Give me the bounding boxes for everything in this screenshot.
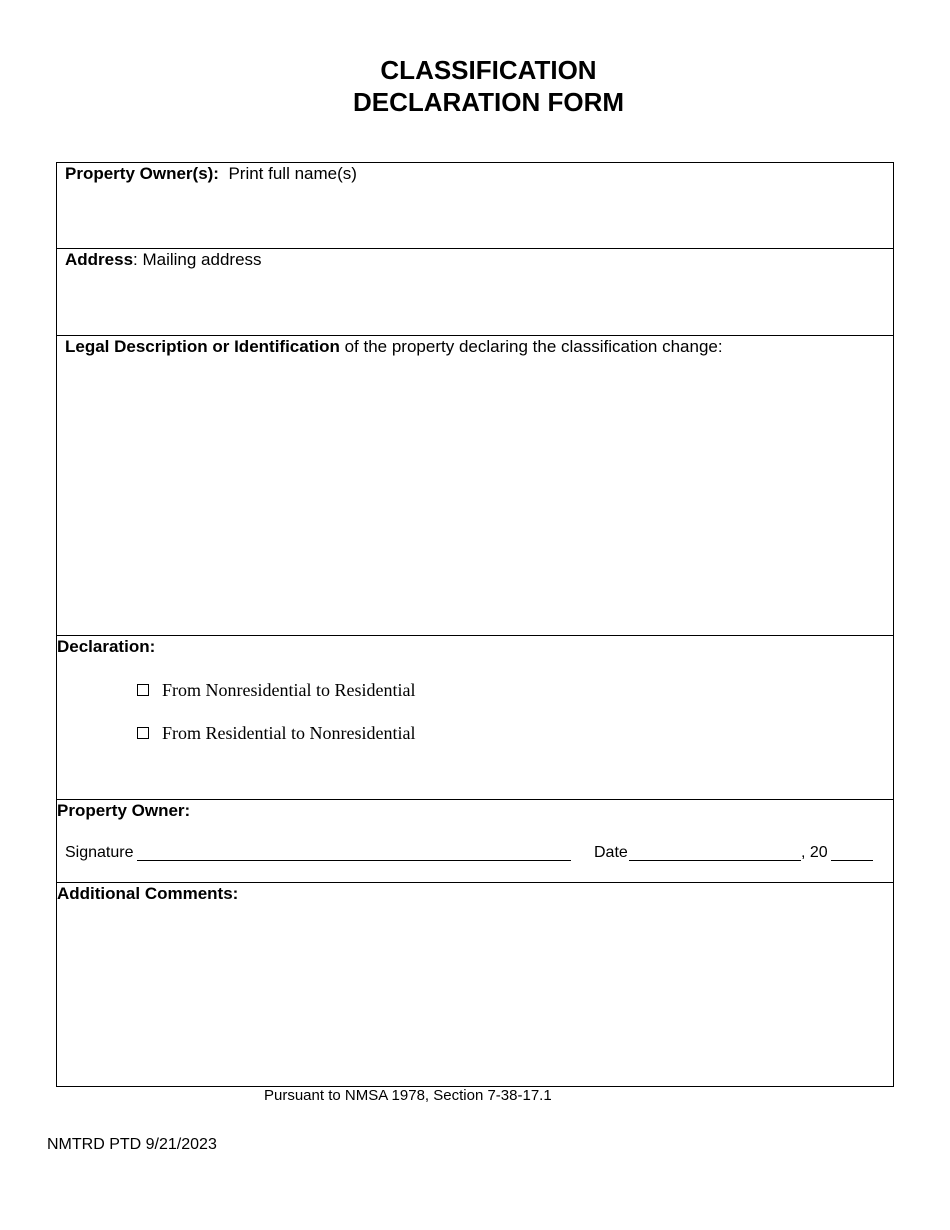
additional-comments-label: Additional Comments: <box>57 884 239 903</box>
signature-label: Signature <box>65 844 134 861</box>
row-divider <box>57 799 893 800</box>
address-field-label <box>65 250 262 270</box>
date-label: Date <box>594 844 628 861</box>
property-owners-hint: Print full name(s) <box>228 164 357 183</box>
address-input-area[interactable] <box>57 273 893 334</box>
year-prefix: , 20 <box>801 844 828 861</box>
year-field[interactable] <box>831 860 873 861</box>
row-divider <box>57 635 893 636</box>
legal-description-hint: of the property declaring the classification change: <box>339 337 723 356</box>
declaration-form-table <box>56 162 894 1087</box>
checkbox-nonresidential-to-residential[interactable] <box>137 684 149 696</box>
property-owner-signature-heading: Property Owner: <box>57 801 191 820</box>
property-owners-label: Property Owner(s): <box>65 164 219 183</box>
option-residential-to-nonresidential[interactable] <box>137 722 415 744</box>
legal-description-input-area[interactable] <box>57 361 893 634</box>
date-field[interactable] <box>629 860 801 861</box>
additional-comments-input-area[interactable] <box>57 908 893 1085</box>
form-title-line-1: CLASSIFICATION <box>380 55 597 85</box>
row-divider <box>57 248 893 249</box>
option-nonresidential-to-residential[interactable] <box>137 679 415 701</box>
statute-reference: Pursuant to NMSA 1978, Section 7-38-17.1 <box>264 1087 552 1104</box>
property-owners-field-label <box>65 164 357 184</box>
checkbox-residential-to-nonresidential[interactable] <box>137 727 149 739</box>
legal-description-label: Legal Description or Identification <box>65 337 340 356</box>
option-nonresidential-to-residential-label: From Nonresidential to Residential <box>162 680 416 700</box>
form-title-line-2: DECLARATION FORM <box>352 87 625 117</box>
declaration-label: Declaration: <box>57 637 156 656</box>
form-id: NMTRD PTD 9/21/2023 <box>47 1136 217 1153</box>
legal-description-field-label <box>65 337 723 357</box>
address-hint: : Mailing address <box>133 250 262 269</box>
option-residential-to-nonresidential-label: From Residential to Nonresidential <box>162 723 416 743</box>
property-owners-input-area[interactable] <box>57 187 893 247</box>
row-divider <box>57 335 893 336</box>
signature-field[interactable] <box>137 860 571 861</box>
address-label: Address <box>65 250 134 269</box>
row-divider <box>57 882 893 883</box>
